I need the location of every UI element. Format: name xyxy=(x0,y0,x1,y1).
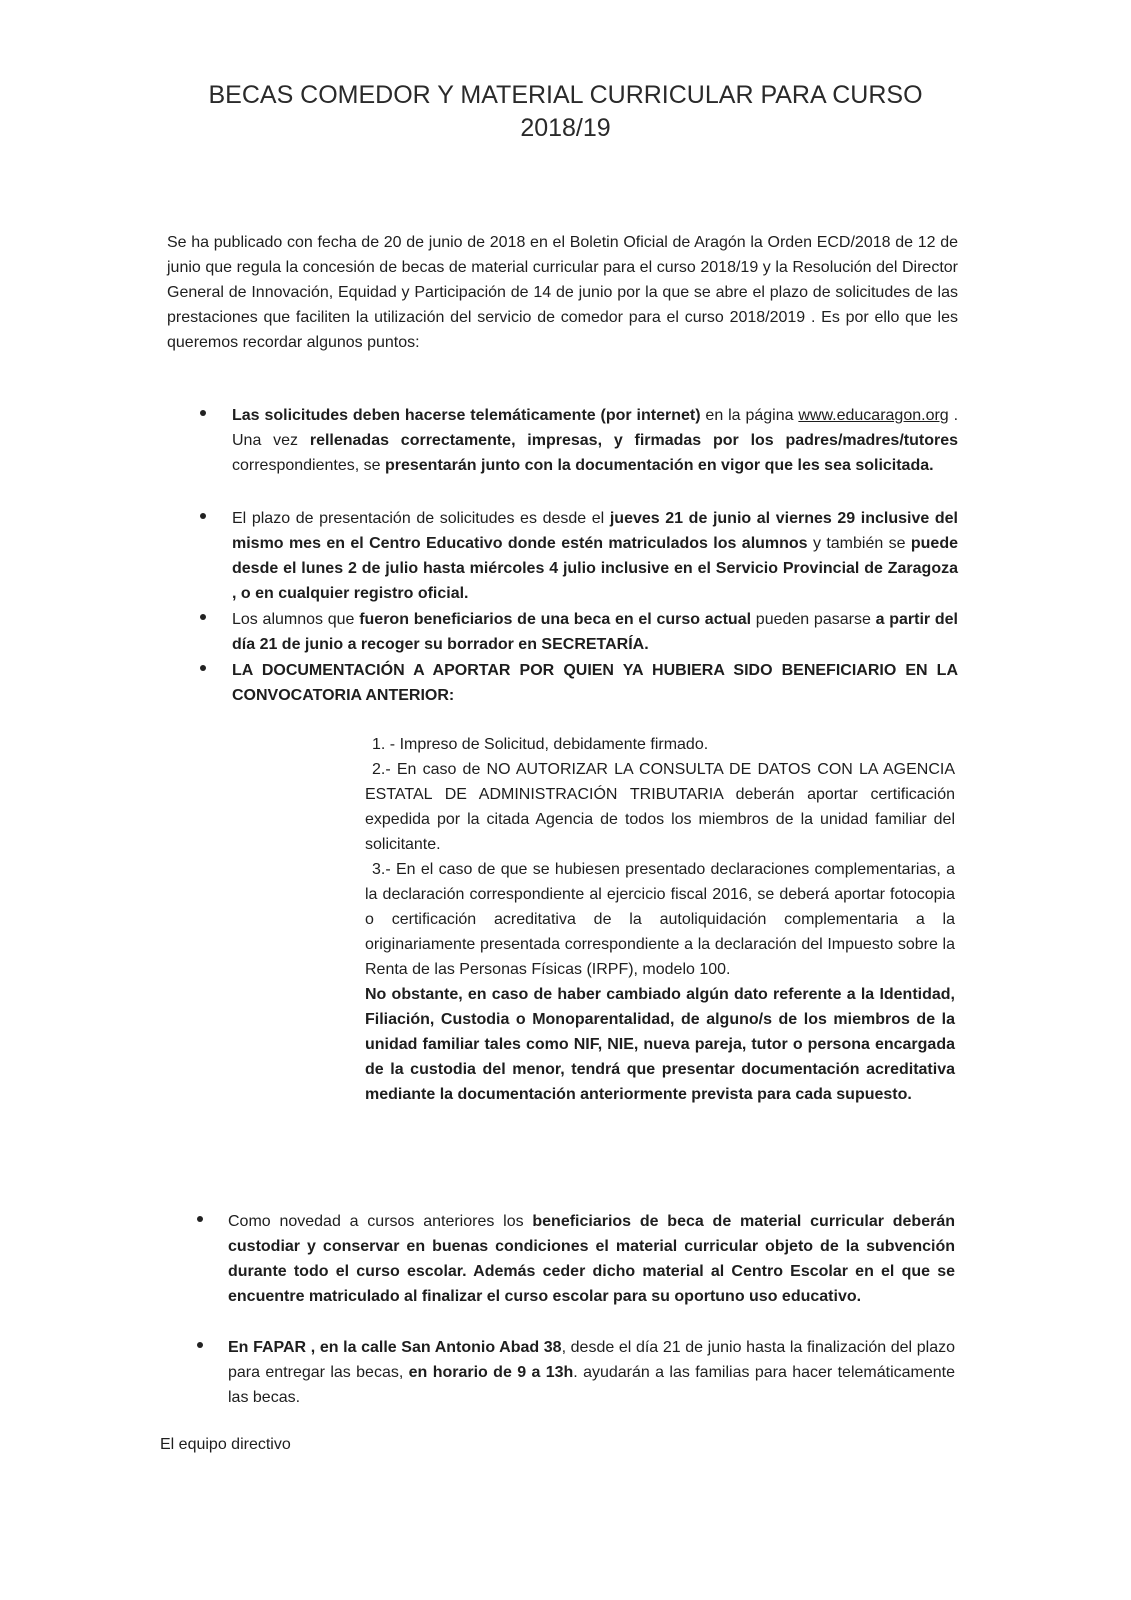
body-text: y también se xyxy=(807,535,911,552)
emphasis-text: presentarán junto con la documentación en vigor que les sea solicitada. xyxy=(384,457,934,474)
bullet-icon xyxy=(200,614,206,620)
emphasis-text: puede desde el lunes 2 de julio hasta miércoles 4 julio inclusive en el Servicio Provincial de Zaragoza , o en cualquier registro oficial. xyxy=(232,535,958,602)
body-text: . Una vez xyxy=(232,407,959,449)
body-text: pueden pasarse xyxy=(751,611,876,628)
documentation-item-2: 2.- En caso de NO AUTORIZAR LA CONSULTA DE DATOS CON LA AGENCIA ESTATAL DE ADMINISTRACIÓN TRIBUTARIA deberán aportar certificación expedida por la citada Agencia de todos los miembros de la unidad familiar del solicitante. xyxy=(365,761,955,853)
emphasis-text: rellenadas correctamente, impresas, y firmadas por los padres/madres/tutores xyxy=(309,432,958,449)
body-text: . ayudarán a las familias para hacer telemáticamente las becas. xyxy=(228,1364,955,1406)
bullet-icon xyxy=(200,665,206,671)
emphasis-text: beneficiarios de beca de material curricular deberán custodiar y conservar en buenas condiciones el material curricular objeto de la subvención durante todo el curso escolar. Además ceder dicho material al Centro Escolar en el que se encuentre matriculado al finalizar el curso escolar para su oportuno uso educativo. xyxy=(228,1213,955,1305)
bullet-icon xyxy=(197,1216,203,1222)
body-text: Como novedad a cursos anteriores los xyxy=(228,1213,533,1230)
emphasis-text: a partir del día 21 de junio a recoger su borrador en SECRETARÍA. xyxy=(232,611,958,653)
emphasis-text: en horario de 9 a 13h xyxy=(408,1364,574,1381)
body-text: El plazo de presentación de solicitudes es desde el xyxy=(232,510,610,527)
bullet-item-deadline xyxy=(232,506,958,606)
title-line-2: 2018/19 xyxy=(520,113,611,142)
bullet-item-documentation-heading xyxy=(232,658,958,708)
documentation-item-1: 1. - Impreso de Solicitud, debidamente firmado. xyxy=(372,736,709,753)
intro-paragraph: Se ha publicado con fecha de 20 de junio de 2018 en el Boletin Oficial de Aragón la Orden ECD/2018 de 12 de junio que regula la concesión de becas de material curricular para el curso 2018/19 y la Resolución del Director General de Innovación, Equidad y Participación de 14 de junio por la que se abre el plazo de solicitudes de las prestaciones que faciliten la utilización del servicio de comedor para el curso 2018/2019 . Es por ello que les queremos recordar algunos puntos: xyxy=(167,234,958,351)
emphasis-text: Las solicitudes deben hacerse telemáticamente (por internet) xyxy=(232,407,701,424)
educaragon-link[interactable]: www.educaragon.org xyxy=(798,407,949,424)
emphasis-text: En FAPAR , en la calle San Antonio Abad 38 xyxy=(228,1339,562,1356)
emphasis-text: jueves 21 de junio al viernes 29 inclusive del mismo mes en el Centro Educativo donde estén matriculados los alumnos xyxy=(232,510,959,552)
bullet-icon xyxy=(200,410,206,416)
bullet-item-online-application xyxy=(232,403,958,478)
emphasis-text: fueron beneficiarios de una beca en el curso actual xyxy=(359,611,752,628)
documentation-note: No obstante, en caso de haber cambiado algún dato referente a la Identidad, Filiación, Custodia o Monoparentalidad, de alguno/s de los miembros de la unidad familiar tales como NIF, NIE, nueva pareja, tutor o persona encargada de la custodia del menor, tendrá que presentar documentación acreditativa mediante la documentación anteriormente prevista para cada supuesto. xyxy=(365,986,955,1103)
body-text: correspondientes, se xyxy=(232,457,385,474)
body-text: , desde el día 21 de junio hasta la finalización del plazo para entregar las becas, xyxy=(228,1339,955,1381)
bullet-item-previous-beneficiaries xyxy=(232,607,958,657)
documentation-list xyxy=(365,732,955,1107)
bullet-icon xyxy=(197,1342,203,1348)
bullet-icon xyxy=(200,513,206,519)
bullet-item-material-custody xyxy=(228,1209,955,1309)
body-text: en la página xyxy=(700,407,799,424)
signature: El equipo directivo xyxy=(160,1436,291,1453)
documentation-item-3: 3.- En el caso de que se hubiesen presentado declaraciones complementarias, a la declaración correspondiente al ejercicio fiscal 2016, se deberá aportar fotocopia o certificación acreditativa de la autoliquidación complementaria a la originariamente presentada correspondiente a la declaración del Impuesto sobre la Renta de las Personas Físicas (IRPF), modelo 100. xyxy=(365,861,955,978)
title-line-1: BECAS COMEDOR Y MATERIAL CURRICULAR PARA CURSO xyxy=(208,80,923,109)
body-text: Los alumnos que xyxy=(232,611,360,628)
document-title xyxy=(0,79,1131,145)
emphasis-text: LA DOCUMENTACIÓN A APORTAR POR QUIEN YA HUBIERA SIDO BENEFICIARIO EN LA CONVOCATORIA ANTERIOR: xyxy=(232,662,958,704)
bullet-item-fapar-help xyxy=(228,1335,955,1410)
